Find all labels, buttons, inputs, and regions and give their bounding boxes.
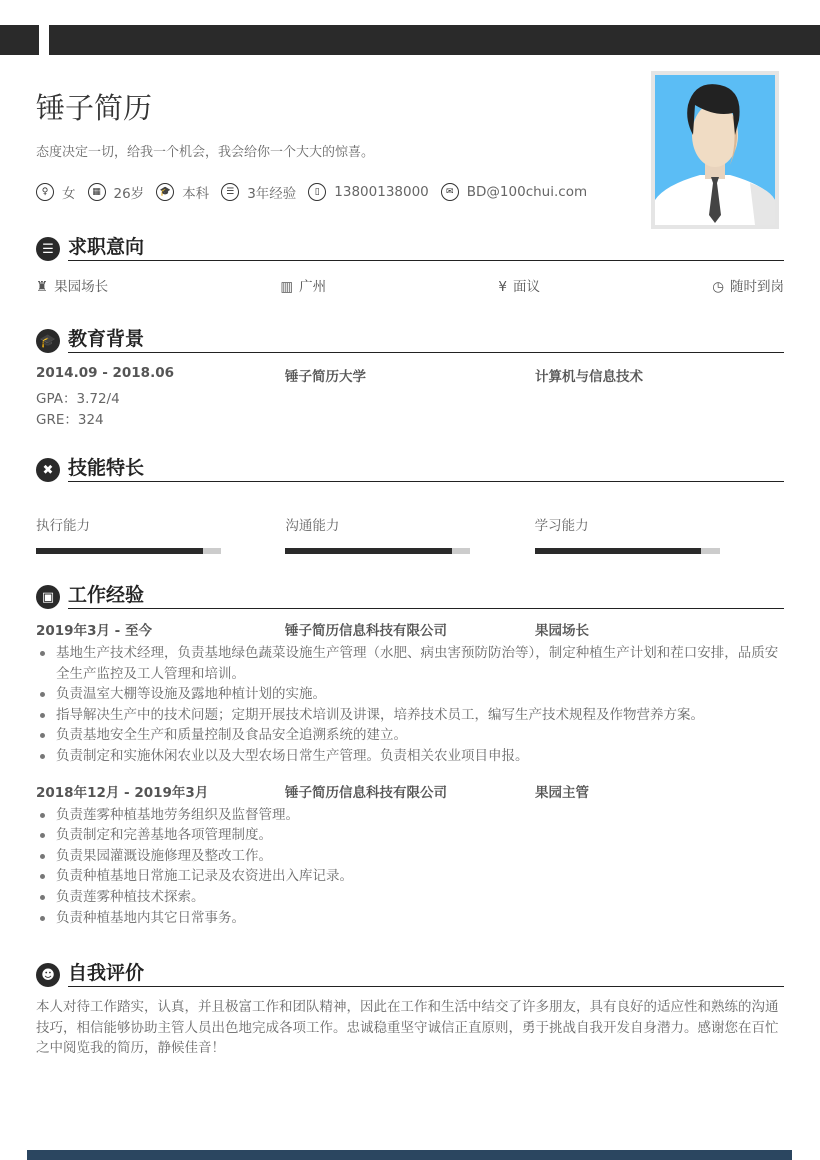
gender-icon: ♀ [36,183,54,201]
calendar-icon: ▦ [88,183,106,201]
self-evaluation-text: 本人对待工作踏实，认真，并且极富工作和团队精神，因此在工作和生活中结交了许多朋友，具有良好的适应性和熟练的沟通技巧，相信能够协助主管人员出色地完成各项工作。忠诚稳重坚守诚信正直原则，勇于挑战自我开发自身潜力。感谢您在百忙之中阅览我的简历，静候佳音！ [36,999,779,1057]
building-icon: ▥ [280,279,294,295]
graduation-cap-icon: 🎓 [36,329,60,353]
section-title: 自我评价 [68,960,784,987]
experience: 3年经验 [247,186,297,202]
edu-gpa: GPA：3.72/4 [36,391,120,407]
skill-item [36,514,285,554]
intent-city: ▥ 广州 [280,279,327,295]
person-icon: ☻ [36,963,60,987]
email: BD@100chui.com [466,184,588,200]
job-entry [36,781,784,929]
mail-icon: ✉ [441,183,459,201]
section-title: 教育背景 [68,326,784,353]
tie-icon: ♜ [36,279,49,295]
skill-bar [535,548,720,554]
intent-salary: ¥ 面议 [498,279,540,295]
phone-icon: ▯ [308,183,326,201]
job-company: 锤子简历信息科技有限公司 [285,623,447,639]
avatar-photo [651,71,779,229]
footer-bar [27,1150,792,1160]
job-role: 果园主管 [535,784,589,801]
job-date: 2019年3月 - 至今 [36,623,152,639]
section-self-evaluation [36,959,784,1059]
job-entry [36,619,784,767]
section-title: 求职意向 [68,234,784,261]
skill-label: 沟通能力 [285,518,340,534]
candidate-name: 锤子简历 [36,91,153,125]
personal-info [36,182,599,202]
job-company: 锤子简历信息科技有限公司 [285,784,447,801]
job-date: 2018年12月 - 2019年3月 [36,784,209,801]
job-bullet: 负责种植基地日常施工记录及农资进出入库记录。 [36,866,784,887]
skill-bar-fill [285,548,452,554]
edu-date: 2014.09 - 2018.06 [36,365,174,381]
clock-icon: ◷ [712,279,724,295]
section-education [36,325,784,431]
job-role: 果园场长 [535,623,589,639]
job-bullet: 负责制定和实施休闲农业以及大型农场日常生产管理。负责相关农业项目申报。 [36,746,784,767]
age: 26岁 [113,186,145,202]
job-bullet: 负责温室大棚等设施及露地种植计划的实施。 [36,684,784,705]
graduation-icon: 🎓 [156,183,174,201]
header-bar [49,25,820,55]
skill-bar [285,548,470,554]
job-bullet: 负责基地安全生产和质量控制及食品安全追溯系统的建立。 [36,725,784,746]
skill-label: 学习能力 [534,518,589,534]
edu-school: 锤子简历大学 [285,369,366,385]
intent-position: ♜ 果园场长 [36,279,109,295]
yen-icon: ¥ [498,279,507,295]
skill-item [285,514,534,554]
phone: 13800138000 [334,184,429,200]
job-bullet: 指导解决生产中的技术问题；定期开展技术培训及讲课，培养技术员工，编写生产技术规程及作物营养方案。 [36,705,784,726]
section-title: 技能特长 [68,455,784,482]
job-bullet: 负责种植基地内其它日常事务。 [36,908,784,929]
gender: 女 [62,186,76,202]
section-title: 工作经验 [68,582,784,609]
skill-bar-fill [36,548,203,554]
skill-bar [36,548,221,554]
clipboard-icon: ☰ [36,237,60,261]
tools-icon: ✖ [36,458,60,482]
section-work [36,581,784,928]
edu-major: 计算机与信息技术 [535,369,643,385]
degree: 本科 [182,186,210,202]
job-bullet: 基地生产技术经理，负责基地绿色蔬菜设施生产管理（水肥、病虫害预防防治等），制定种植生产计划和茬口安排，品质安全生产监控及工人管理和培训。 [36,643,784,684]
skill-bar-fill [535,548,702,554]
job-bullet: 负责莲雾种植基地劳务组织及监督管理。 [36,805,784,826]
clipboard-icon: ☰ [221,183,239,201]
skill-label: 执行能力 [36,518,90,534]
skill-item [535,514,784,554]
section-job-intent [36,233,784,295]
job-bullet: 负责果园灌溉设施修理及整改工作。 [36,846,784,867]
briefcase-icon: ▣ [36,585,60,609]
motto: 态度决定一切，给我一个机会，我会给你一个大大的惊喜。 [36,145,375,160]
intent-availability: ◷ 随时到岗 [712,279,784,295]
edu-gre: GRE：324 [36,412,104,428]
section-skills [36,454,784,554]
header-bar-left [0,25,39,55]
job-bullet: 负责制定和完善基地各项管理制度。 [36,825,784,846]
job-bullet: 负责莲雾种植技术探索。 [36,887,784,908]
